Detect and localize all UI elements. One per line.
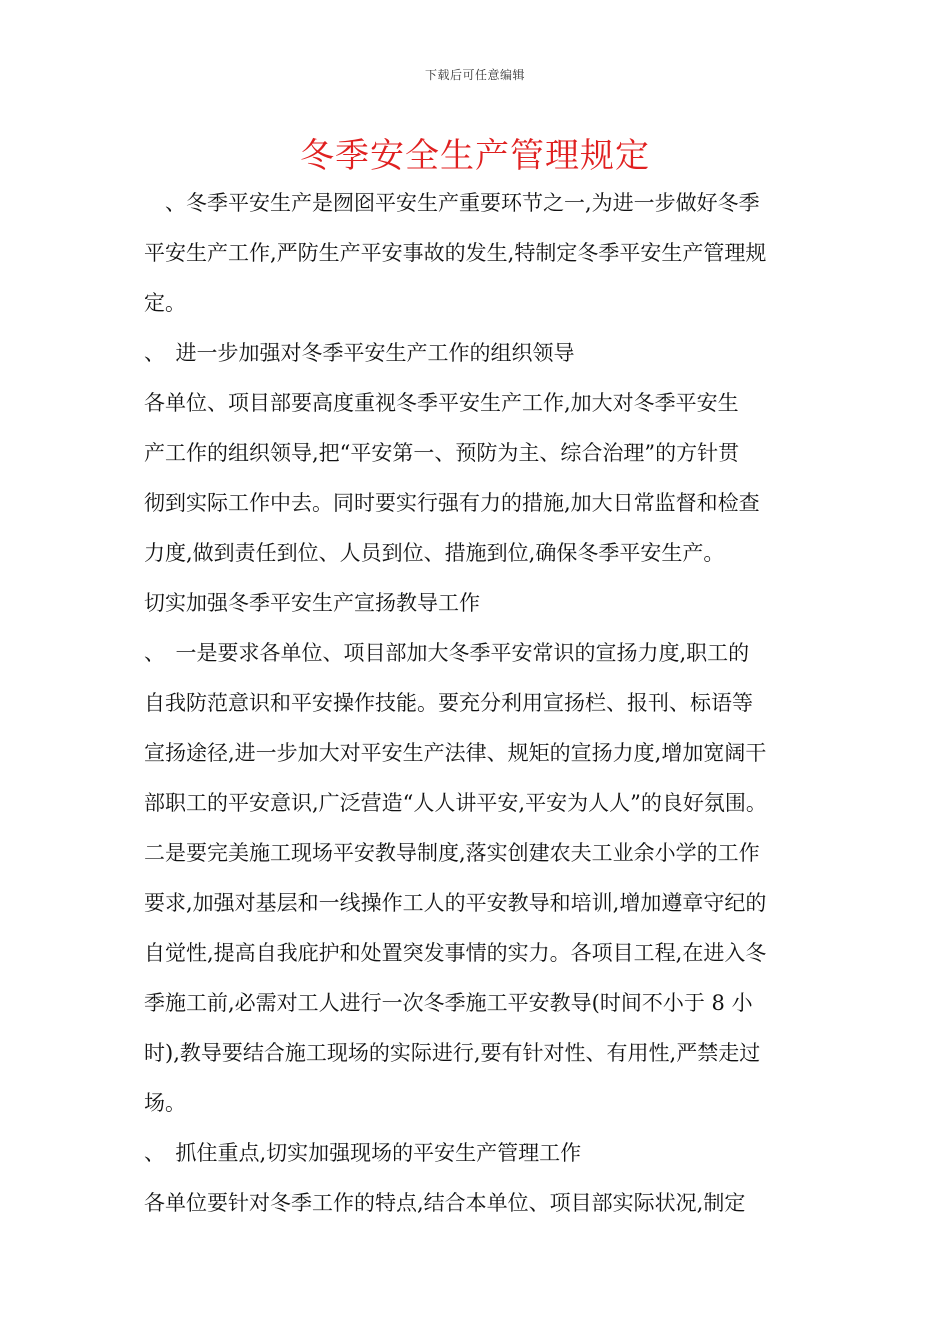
text-line: 各单位、项目部要高度重视冬季平安生产工作,加大对冬季平安生 bbox=[144, 391, 739, 415]
text-line: 定。 bbox=[144, 291, 186, 315]
text-line: 力度,做到责任到位、人员到位、措施到位,确保冬季平安生产。 bbox=[144, 541, 725, 565]
document-body bbox=[144, 178, 812, 1228]
header-note: 下载后可任意编辑 bbox=[424, 68, 525, 82]
text-line: 宣扬途径,进一步加大对平安生产法律、规矩的宣扬力度,增加宽阔干 bbox=[144, 741, 767, 765]
text-line: 季施工前,必需对工人进行一次冬季施工平安教导(时间不小于 8 小 bbox=[144, 991, 753, 1015]
text-line: 要求,加强对基层和一线操作工人的平安教导和培训,增加遵章守纪的 bbox=[144, 891, 767, 915]
text-line: 时),教导要结合施工现场的实际进行,要有针对性、有用性,严禁走过 bbox=[144, 1041, 761, 1065]
text-line: 平安生产工作,严防生产平安事故的发生,特制定冬季平安生产管理规 bbox=[144, 241, 767, 265]
text-line: 各单位要针对冬季工作的特点,结合本单位、项目部实际状况,制定 bbox=[144, 1191, 746, 1215]
text-line: 产工作的组织领导,把“平安第一、预防为主、综合治理”的方针贯 bbox=[144, 441, 740, 465]
text-line: 、冬季平安生产是囫囵平安生产重要环节之一,为进一步做好冬季 bbox=[144, 191, 760, 215]
section-heading: 、 抓住重点,切实加强现场的平安生产管理工作 bbox=[144, 1141, 582, 1165]
section-heading: 、 进一步加强对冬季平安生产工作的组织领导 bbox=[144, 341, 575, 365]
section-heading: 切实加强冬季平安生产宣扬教导工作 bbox=[144, 591, 480, 615]
text-line: 场。 bbox=[144, 1091, 186, 1115]
text-line: 彻到实际工作中去。同时要实行强有力的措施,加大日常监督和检查 bbox=[144, 491, 760, 515]
text-line: 自我防范意识和平安操作技能。要充分利用宣扬栏、报刊、标语等 bbox=[144, 691, 753, 715]
text-line: 二是要完美施工现场平安教导制度,落实创建农夫工业余小学的工作 bbox=[144, 841, 760, 865]
text-line: 部职工的平安意识,广泛营造“人人讲平安,平安为人人”的良好氛围。 bbox=[144, 791, 767, 815]
text-line: 、 一是要求各单位、项目部加大冬季平安常识的宣扬力度,职工的 bbox=[144, 641, 750, 665]
document-title: 冬季安全生产管理规定 bbox=[300, 136, 650, 176]
text-line: 自觉性,提高自我庇护和处置突发事情的实力。各项目工程,在进入冬 bbox=[144, 941, 767, 965]
